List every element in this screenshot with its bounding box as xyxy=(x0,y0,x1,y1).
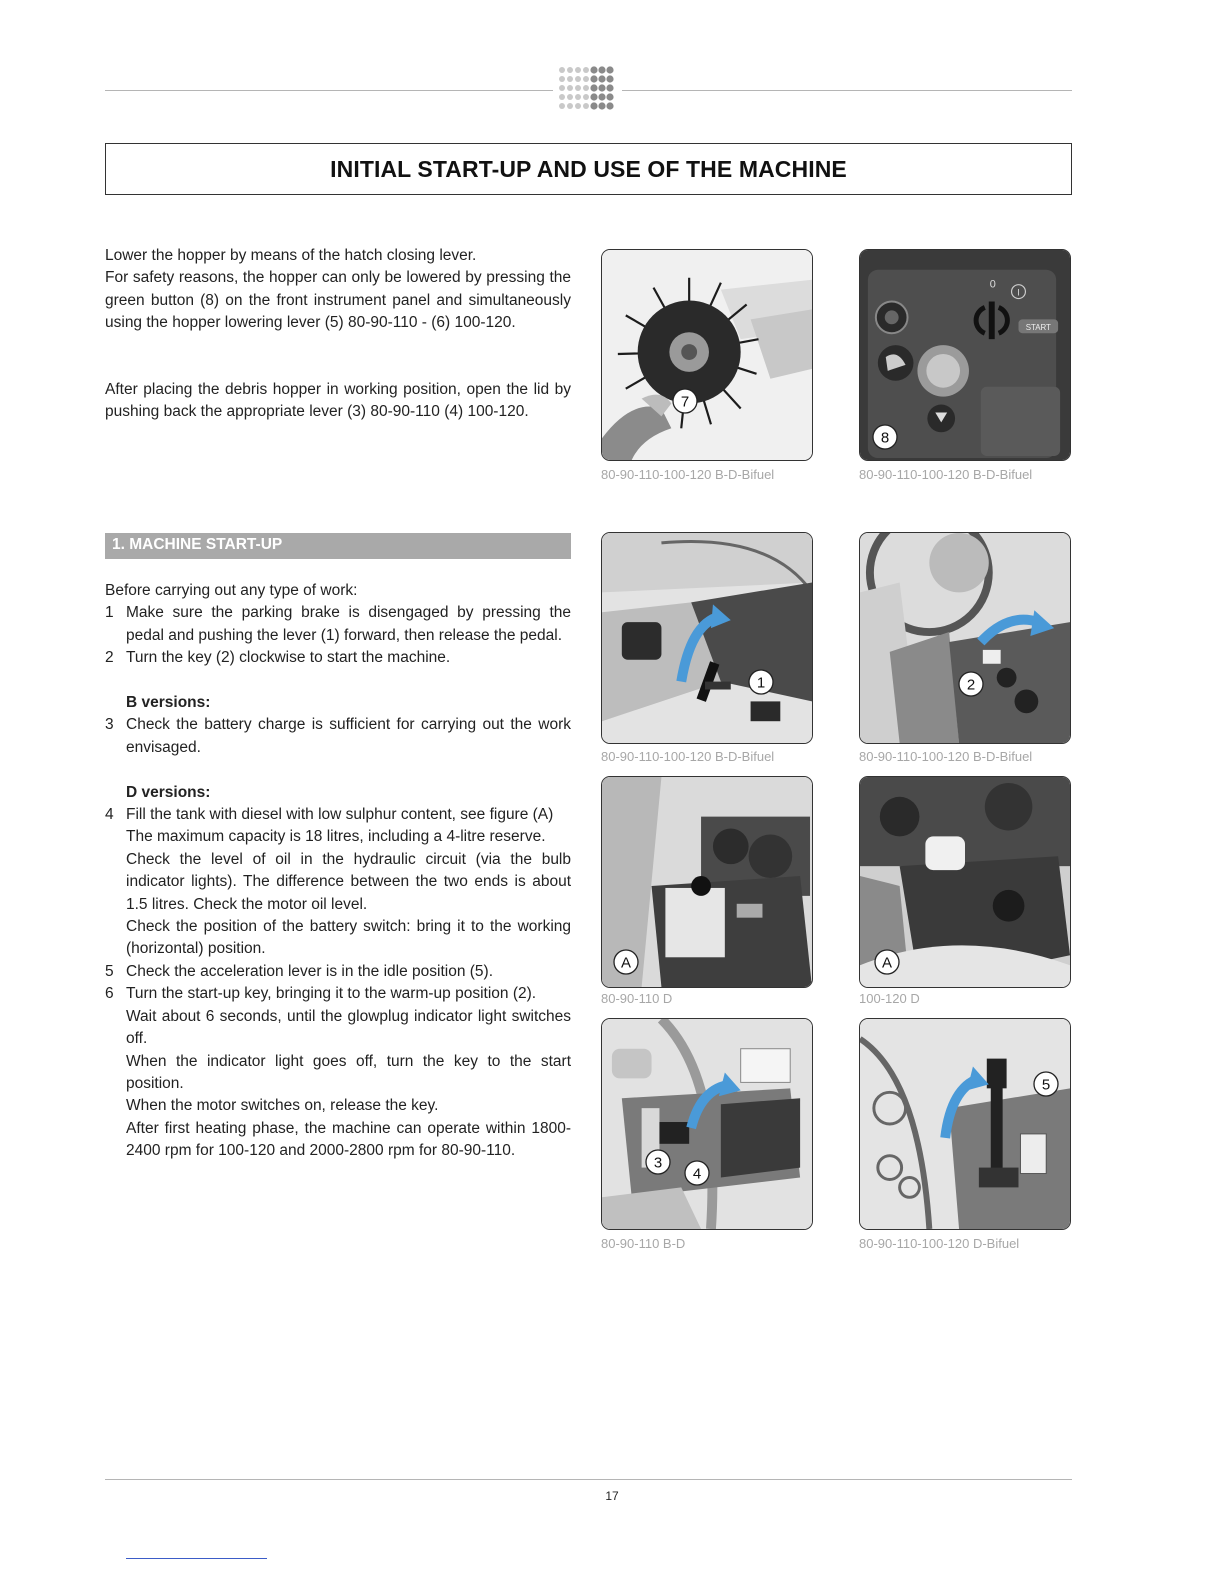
step-4-detail: Check the level of oil in the hydraulic circuit (via the bulb indicator lights). The difference between the two ends is about 1.5 litres. Check the motor oil level. xyxy=(126,850,571,913)
figure-badge xyxy=(671,387,699,415)
parking-brake-lever-photo-icon xyxy=(602,533,812,743)
step-4-detail: The maximum capacity is 18 litres, including a 4-litre reserve. xyxy=(126,828,546,846)
figure-caption: 100-120 D xyxy=(859,991,920,1006)
panel-start-label: START xyxy=(1025,323,1051,333)
figure-acceleration-lever xyxy=(859,1018,1071,1230)
step-number: 5 xyxy=(105,962,114,980)
figure-caption: 80-90-110-100-120 B-D-Bifuel xyxy=(859,467,1033,482)
figure-caption: 80-90-110-100-120 B-D-Bifuel xyxy=(601,467,775,482)
intro-line-2: For safety reasons, the hopper can only be lowered by pressing the green button (8) on the front instrument panel and simultaneously using the hopper lowering lever (5) 80-90-110 - (6) 100-120. xyxy=(105,269,571,332)
figure-caption: 80-90-110 D xyxy=(601,991,673,1006)
figure-badge xyxy=(612,948,640,976)
step-number: 1 xyxy=(105,604,114,622)
step-text: Fill the tank with diesel with low sulphur content, see figure (A) xyxy=(126,806,554,824)
figure-badge xyxy=(873,948,901,976)
figure-badge xyxy=(683,1159,711,1187)
step-number: 3 xyxy=(105,716,114,734)
badge-label: 2 xyxy=(966,676,976,694)
step-4 xyxy=(105,804,571,826)
figure-badge xyxy=(957,670,985,698)
step-text: Turn the start-up key, bringing it to the warm-up position (2). xyxy=(126,985,537,1003)
b-versions-heading: B versions: xyxy=(126,694,211,712)
step-6 xyxy=(105,983,571,1005)
step-6-detail: After first heating phase, the machine can operate within 1800-2400 rpm for 100-120 and 2000-2800 rpm for 80-90-110. xyxy=(126,1119,571,1160)
figure-brush xyxy=(601,249,813,461)
step-4-detail: Check the position of the battery switch: bring it to the working (horizontal) position. xyxy=(126,918,571,958)
intro-paragraph-2: After placing the debris hopper in working position, open the lid by pushing back the appropriate lever (3) 80-90-110 (4) 100-120. xyxy=(105,381,571,421)
header-rule-left xyxy=(105,90,553,91)
intro-line-1: Lower the hopper by means of the hatch closing lever. xyxy=(105,247,477,264)
section-heading: 1. MACHINE START-UP xyxy=(105,533,571,559)
figure-parking-brake xyxy=(601,532,813,744)
badge-label: A xyxy=(881,954,893,972)
page-title: INITIAL START-UP AND USE OF THE MACHINE xyxy=(330,155,847,182)
step-1 xyxy=(105,602,571,647)
hopper-lever-photo-icon xyxy=(602,1019,812,1229)
figure-badge xyxy=(644,1148,672,1176)
step-text: Make sure the parking brake is disengaged by pressing the pedal and pushing the lever (1) forward, then release the pedal. xyxy=(126,604,571,644)
header-rule-right xyxy=(622,90,1072,91)
step-text: Turn the key (2) clockwise to start the machine. xyxy=(126,649,451,667)
intro-paragraph-1 xyxy=(105,245,571,335)
dot-grid-logo-icon xyxy=(556,64,618,118)
figure-caption: 80-90-110-100-120 B-D-Bifuel xyxy=(601,749,775,764)
panel-one-label: I xyxy=(1017,287,1020,298)
figure-caption: 80-90-110 B-D xyxy=(601,1236,686,1251)
steps-list xyxy=(105,580,571,1163)
badge-label: 4 xyxy=(692,1165,702,1183)
d-versions-heading: D versions: xyxy=(126,783,211,801)
badge-label: 3 xyxy=(653,1154,663,1172)
badge-label: 8 xyxy=(880,429,890,447)
figure-caption: 80-90-110-100-120 B-D-Bifuel xyxy=(859,749,1033,764)
brush-photo-icon xyxy=(602,250,812,460)
step-number: 2 xyxy=(105,649,114,667)
badge-label: A xyxy=(620,954,632,972)
acceleration-lever-photo-icon xyxy=(860,1019,1070,1229)
step-6-detail: Wait about 6 seconds, until the glowplug indicator light switches off. xyxy=(126,1007,571,1048)
steps-lead: Before carrying out any type of work: xyxy=(105,582,358,599)
step-text: Check the battery charge is sufficient for carrying out the work envisaged. xyxy=(126,716,571,756)
badge-label: 7 xyxy=(680,393,690,411)
figure-caption: 80-90-110-100-120 D-Bifuel xyxy=(859,1236,1020,1251)
figure-badge xyxy=(871,423,899,451)
step-number: 4 xyxy=(105,806,114,824)
step-number: 6 xyxy=(105,985,114,1003)
page-number: 17 xyxy=(605,1489,619,1503)
ignition-key-photo-icon xyxy=(860,533,1070,743)
panel-zero-label: 0 xyxy=(989,278,996,291)
step-6-detail: When the motor switches on, release the key. xyxy=(126,1097,439,1115)
step-6-detail: When the indicator light goes off, turn the key to the start position. xyxy=(126,1052,571,1092)
step-3 xyxy=(105,714,571,759)
bottom-link-line xyxy=(126,1558,267,1559)
step-text: Check the acceleration lever is in the idle position (5). xyxy=(126,962,494,980)
figure-ignition-key xyxy=(859,532,1071,744)
figure-hopper-levers xyxy=(601,1018,813,1230)
figure-badge xyxy=(747,668,775,696)
badge-label: 5 xyxy=(1041,1076,1051,1094)
step-5 xyxy=(105,961,571,983)
footer-rule xyxy=(105,1479,1072,1480)
step-2 xyxy=(105,647,571,669)
badge-label: 1 xyxy=(756,674,766,692)
figure-badge xyxy=(1032,1070,1060,1098)
title-box xyxy=(105,143,1072,195)
